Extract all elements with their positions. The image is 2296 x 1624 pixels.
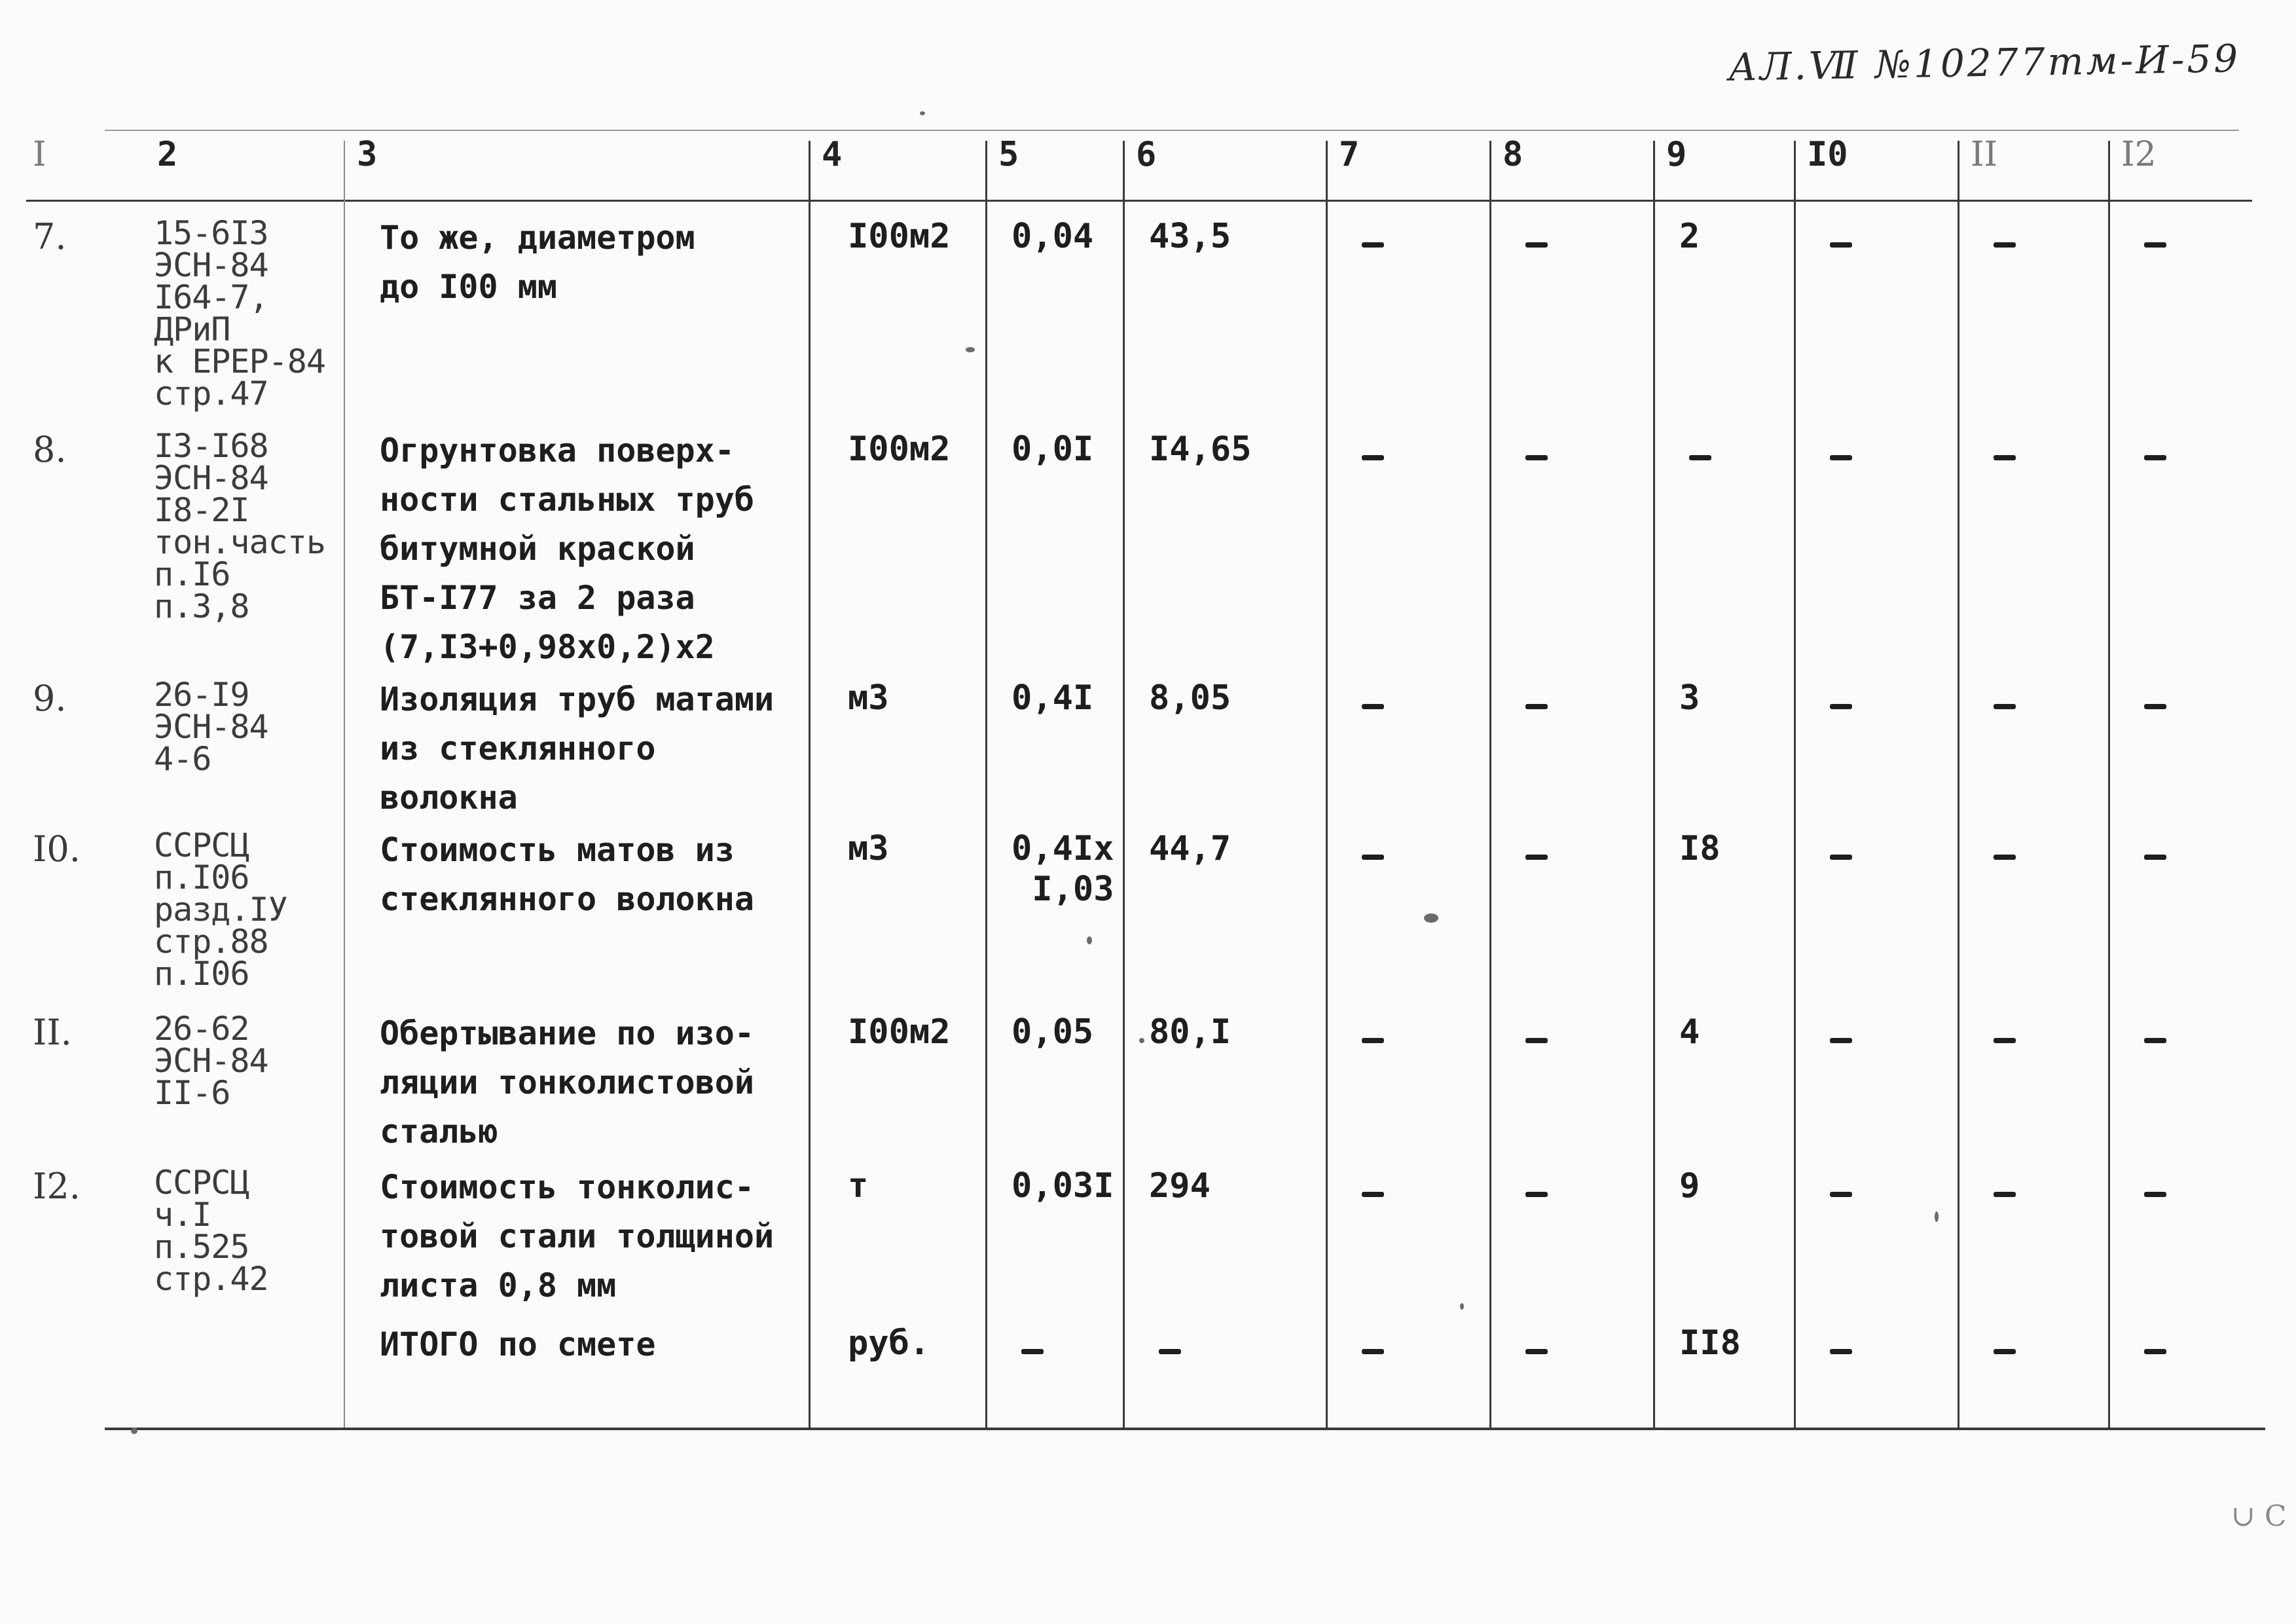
empty-dash [1994, 1038, 2016, 1043]
value-price: 8,05 [1149, 678, 1231, 718]
column-divider-3 [809, 141, 811, 1428]
rate-code: 26-62 ЭСН-84 II-6 [154, 1010, 268, 1112]
empty-dash [2144, 1038, 2166, 1043]
empty-dash [1994, 1192, 2016, 1197]
empty-dash [1362, 704, 1384, 709]
work-description: Изоляция труб матами из стеклянного волокна [380, 680, 774, 817]
value-price: 44,7 [1149, 829, 1231, 868]
column-header-12: I2 [2121, 135, 2157, 174]
rate-code: 15-6I3 ЭСН-84 I64-7, ДРиП к ЕРЕР-84 стр.47 [154, 214, 325, 413]
value-c9: 2 [1679, 217, 1700, 256]
empty-dash [1830, 1038, 1852, 1043]
empty-dash [2144, 455, 2166, 460]
document-stamp: АЛ.Ⅶ №10277тм-И-59 [1728, 36, 2241, 90]
empty-dash [1525, 455, 1548, 460]
column-header-7: 7 [1339, 135, 1360, 174]
value-qty: 0,04 [1011, 217, 1094, 256]
unit-of-measure: I00м2 [848, 217, 951, 256]
empty-dash [1525, 1349, 1548, 1354]
value-c9: 4 [1679, 1012, 1700, 1052]
column-header-5: 5 [998, 135, 1019, 174]
value-c9: 9 [1679, 1166, 1700, 1206]
empty-dash [1830, 455, 1852, 460]
work-description: Обертывание по изо- ляции тонколистовой сталью [380, 1014, 754, 1151]
column-header-8: 8 [1503, 135, 1523, 174]
empty-dash [1362, 1349, 1384, 1354]
scan-speck [1424, 913, 1438, 923]
header-rule [26, 200, 2252, 202]
value-c9: I8 [1679, 829, 1721, 868]
value-qty: 0,4I [1011, 678, 1094, 718]
value-qty: 0,03I [1011, 1166, 1114, 1206]
rate-code: I3-I68 ЭСН-84 I8-2I тон.часть п.I6 п.3,8 [154, 427, 325, 625]
empty-dash [2144, 704, 2166, 709]
table-bottom-rule [105, 1428, 2265, 1430]
empty-dash [2144, 855, 2166, 860]
value-price: I4,65 [1149, 430, 1252, 469]
empty-dash [1362, 1192, 1384, 1197]
unit-of-measure: м3 [848, 678, 889, 718]
value-qty: 0,4Iх I,03 [1011, 829, 1114, 910]
column-divider-4 [985, 141, 987, 1428]
column-divider-6 [1326, 141, 1328, 1428]
column-divider-7 [1489, 141, 1491, 1428]
work-description: То же, диаметром до I00 мм [380, 219, 695, 306]
row-number: II. [33, 1012, 72, 1053]
column-header-3: 3 [357, 135, 378, 174]
column-divider-5 [1123, 141, 1125, 1428]
empty-dash [1362, 855, 1384, 860]
column-divider-9 [1794, 141, 1796, 1428]
empty-dash [1525, 855, 1548, 860]
empty-dash [1994, 1349, 2016, 1354]
column-header-11: II [1971, 135, 1998, 174]
unit-of-measure: м3 [848, 829, 889, 868]
row-number: 9. [33, 678, 67, 719]
column-header-10: I0 [1807, 135, 1848, 174]
corner-mark: ∪ С [2231, 1500, 2287, 1533]
column-divider-10 [1958, 141, 1959, 1428]
unit-of-measure: руб. [848, 1323, 930, 1363]
column-header-4: 4 [822, 135, 843, 174]
column-divider-8 [1653, 141, 1655, 1428]
empty-dash [2144, 1349, 2166, 1354]
column-header-9: 9 [1666, 135, 1687, 174]
row-number: I2. [33, 1166, 81, 1207]
empty-dash [1525, 704, 1548, 709]
empty-dash [1830, 855, 1852, 860]
empty-dash [1525, 242, 1548, 248]
column-header-6: 6 [1136, 135, 1157, 174]
scan-speck [966, 347, 975, 352]
row-number: 7. [33, 216, 67, 257]
rate-code: ССРСЦ п.I06 разд.IУ стр.88 п.I06 [154, 826, 287, 993]
empty-dash [1994, 455, 2016, 460]
scan-speck [1935, 1211, 1939, 1222]
empty-dash [2144, 242, 2166, 248]
value-price: 294 [1149, 1166, 1211, 1206]
unit-of-measure: I00м2 [848, 430, 951, 469]
unit-of-measure: I00м2 [848, 1012, 951, 1052]
row-number: I0. [33, 828, 81, 870]
empty-dash [1994, 242, 2016, 248]
column-divider-11 [2108, 141, 2110, 1428]
empty-dash [1689, 455, 1711, 460]
scan-speck [1139, 1038, 1144, 1043]
rate-code: 26-I9 ЭСН-84 4-6 [154, 676, 268, 778]
value-price: 43,5 [1149, 217, 1231, 256]
scan-speck [1460, 1303, 1464, 1310]
unit-of-measure: т [848, 1166, 869, 1206]
empty-dash [1994, 704, 2016, 709]
empty-dash [1525, 1038, 1548, 1043]
table-top-rule [105, 130, 2239, 131]
empty-dash [1525, 1192, 1548, 1197]
empty-dash [1830, 1192, 1852, 1197]
empty-dash [1362, 242, 1384, 248]
work-description: Огрунтовка поверх- ности стальных труб битумной краской БТ-I77 за 2 раза (7,I3+0,98х0,2)х2 [380, 432, 754, 666]
empty-dash [1830, 704, 1852, 709]
empty-dash [1830, 242, 1852, 248]
empty-dash [1021, 1349, 1044, 1354]
row-number: 8. [33, 429, 67, 470]
value-qty: 0,0I [1011, 430, 1094, 469]
empty-dash [1159, 1349, 1181, 1354]
empty-dash [1362, 455, 1384, 460]
value-qty: 0,05 [1011, 1012, 1094, 1052]
column-header-2: 2 [157, 135, 178, 174]
scan-speck [131, 1428, 137, 1434]
value-c9: 3 [1679, 678, 1700, 718]
scan-speck [1087, 936, 1092, 944]
value-c9: II8 [1679, 1323, 1741, 1363]
column-header-1: I [33, 135, 46, 174]
empty-dash [1994, 855, 2016, 860]
work-description: ИТОГО по смете [380, 1325, 656, 1363]
rate-code: ССРСЦ ч.I п.525 стр.42 [154, 1164, 268, 1298]
value-price: 80,I [1149, 1012, 1231, 1052]
empty-dash [2144, 1192, 2166, 1197]
empty-dash [1362, 1038, 1384, 1043]
column-divider-2 [344, 141, 345, 1428]
scan-speck [920, 111, 925, 115]
work-description: Стоимость тонколис- товой стали толщиной листа 0,8 мм [380, 1168, 774, 1304]
work-description: Стоимость матов из стеклянного волокна [380, 831, 754, 918]
empty-dash [1830, 1349, 1852, 1354]
